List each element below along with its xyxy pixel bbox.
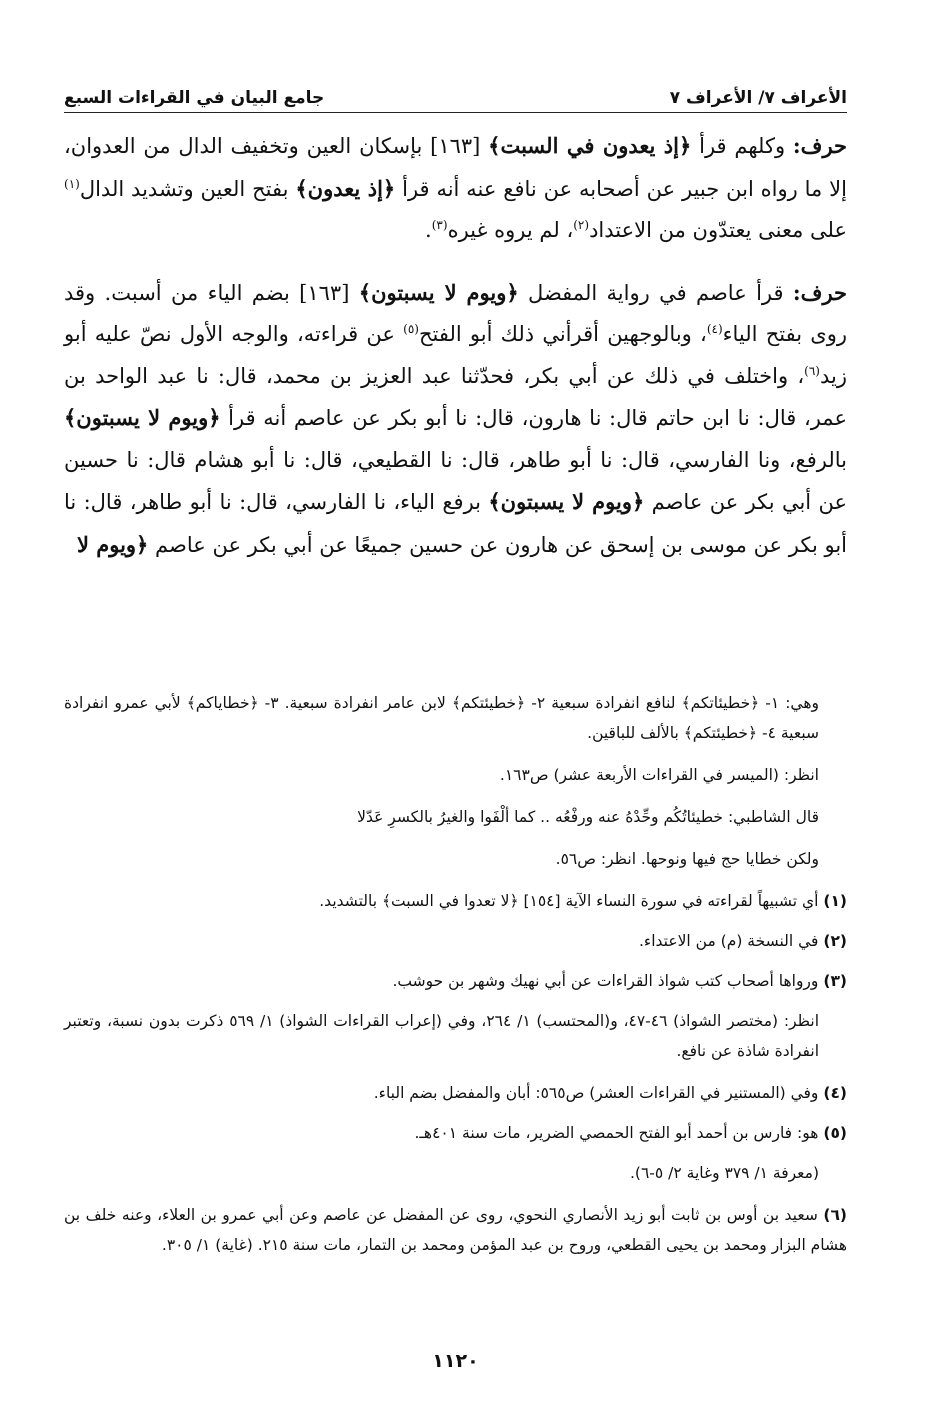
footnote-5-continuation: (معرفة ١/ ٣٧٩ وغاية ٢/ ٥-٦). [629,1164,819,1182]
footnote-3: (٣) ورواها أصحاب كتب شواذ القراءات عن أبي نهيك وشهر بن حوشب. [392,972,847,990]
header-chapter: الأعراف ٧/ الأعراف ٧ [669,88,847,108]
paragraph-2: حرف: قرأ عاصم في رواية المفضل ﴿ويوم لا يسبتون﴾ [١٦٣] بضم الياء من أسبت. وقد روى بفتح الياء$^{(٤)}$، وبالوجهين أقرأني ذلك أبو الفتح$^{(٥)}$ عن قراءته، والوجه الأول نصّ عليه أبو زيد$^{(٦)}$، واختلف في ذلك عن أبي بكر، فحدّثنا عبد العزيز بن محمد، قال: نا عبد الواحد بن عمر، قال: نا ابن حاتم قال: نا هارون، قال: نا أبو بكر عن عاصم أنه قرأ ﴿ويوم لا يسبتون﴾ بالرفع، ونا الفارسي، قال: نا أبو طاهر، قال: نا القطيعي، قال: نا أبو هشام قال: نا حسين عن أبي بكر عن عاصم ﴿ويوم لا يسبتون﴾ برفع الياء، نا الفارسي، قال: نا أبو طاهر، قال: نا أبو بكر عن موسى بن إسحق عن هارون عن حسين جميعًا عن أبي بكر عن عاصم ﴿ويوم لا [64,279,848,557]
footnote-continuation: قال الشاطبي: خطيئاتُكُم وحِّدْهُ عنه ورفْعُه .. كما ألْفَوا والغيرُ بالكسرِ عَدّلا [357,808,819,826]
quran-quote: ﴿ويوم لا يسبتون﴾ [64,405,221,430]
quran-quote: ﴿ويوم لا [76,531,149,557]
footnote-ref[interactable]: (٢) [573,218,590,232]
quran-quote: ﴿ويوم لا يسبتون﴾ [358,279,519,305]
quran-quote: ﴿إذ يعدون في السبت﴾ [488,133,692,158]
footnote-ref[interactable]: (٦) [804,363,820,378]
quran-quote: ﴿ويوم لا يسبتون﴾ [488,489,645,514]
footnote-5: (٥) هو: فارس بن أحمد أبو الفتح الحمصي الضرير، مات سنة ٤٠١هـ. [414,1124,847,1142]
section-keyword: حرف: [792,279,848,305]
footnote-ref[interactable]: (١) [64,176,80,191]
paragraph-1: حرف: وكلهم قرأ ﴿إذ يعدون في السبت﴾ [١٦٣] بإسكان العين وتخفيف الدال من العدوان، إلا ما رواه ابن جبير عن أصحابه عن نافع عنه أنه قرأ ﴿إذ يعدون﴾ بفتح العين وتشديد الدال$^{(١)}$ على معنى يعتدّون من الاعتداد$^{(٢)}$، لم يروه غيره$^{(٣)}$. [64,133,848,242]
footnote-2: (٢) في النسخة (م) من الاعتداء. [639,932,847,950]
footnote-continuation: وهي: ١- ﴿خطيئاتكم﴾ لنافع انفرادة سبعية ٢- ﴿خطيئتكم﴾ لابن عامر انفرادة سبعية. ٣- ﴿خطاياكم﴾ لأبي عمرو انفرادة سبعية ٤- ﴿خطيئتكم﴾ بالألف للباقين. [64,694,819,742]
footnote-4: (٤) وفي (المستنير في القراءات العشر) ص٥٦٥: أبان والمفضل بضم الباء. [373,1084,847,1102]
footnote-continuation: ولكن خطايا حج فيها ونوحها. انظر: ص٥٦. [555,850,819,868]
footnote-ref[interactable]: (٥) [403,322,419,336]
footnote-3-continuation: انظر: (مختصر الشواذ) ٤٦-٤٧، و(المحتسب) ١/ ٢٦٤، وفي (إعراب القراءات الشواذ) ١/ ٥٦٩ ذكرت بدون نسبة، وتعتبر انفرادة شاذة عن نافع. [64,1012,819,1060]
page [64,0,847,1401]
main-text [64,125,847,566]
footnote-1: (١) أي تشبيهاً لقراءته في سورة النساء الآية [١٥٤] ﴿لا تعدوا في السبت﴾ بالتشديد. [319,892,847,910]
footnote-ref[interactable]: (٤) [706,322,723,336]
footnote-continuation: انظر: (الميسر في القراءات الأربعة عشر) ص١٦٣. [499,766,819,784]
header-book-title: جامع البيان في القراءات السبع [64,88,325,108]
section-keyword: حرف: [792,133,848,158]
footnotes [64,688,847,1270]
footnote-6: (٦) سعيد بن أوس بن ثابت أبو زيد الأنصاري النحوي، روى عن المفضل عن عاصم وعن أبي عمرو بن العلاء، وعنه خلف بن هشام البزار ومحمد بن يحيى القطعي، وروح بن عبد المؤمن ومحمد بن التمار، مات سنة ٢١٥. (غاية) ١/ ٣٠٥. [64,1206,847,1254]
running-header [64,74,847,113]
quran-quote: ﴿إذ يعدون﴾ [295,175,396,201]
footnote-ref[interactable]: (٣) [431,218,448,232]
page-number: ١١٢٠ [432,1350,479,1372]
